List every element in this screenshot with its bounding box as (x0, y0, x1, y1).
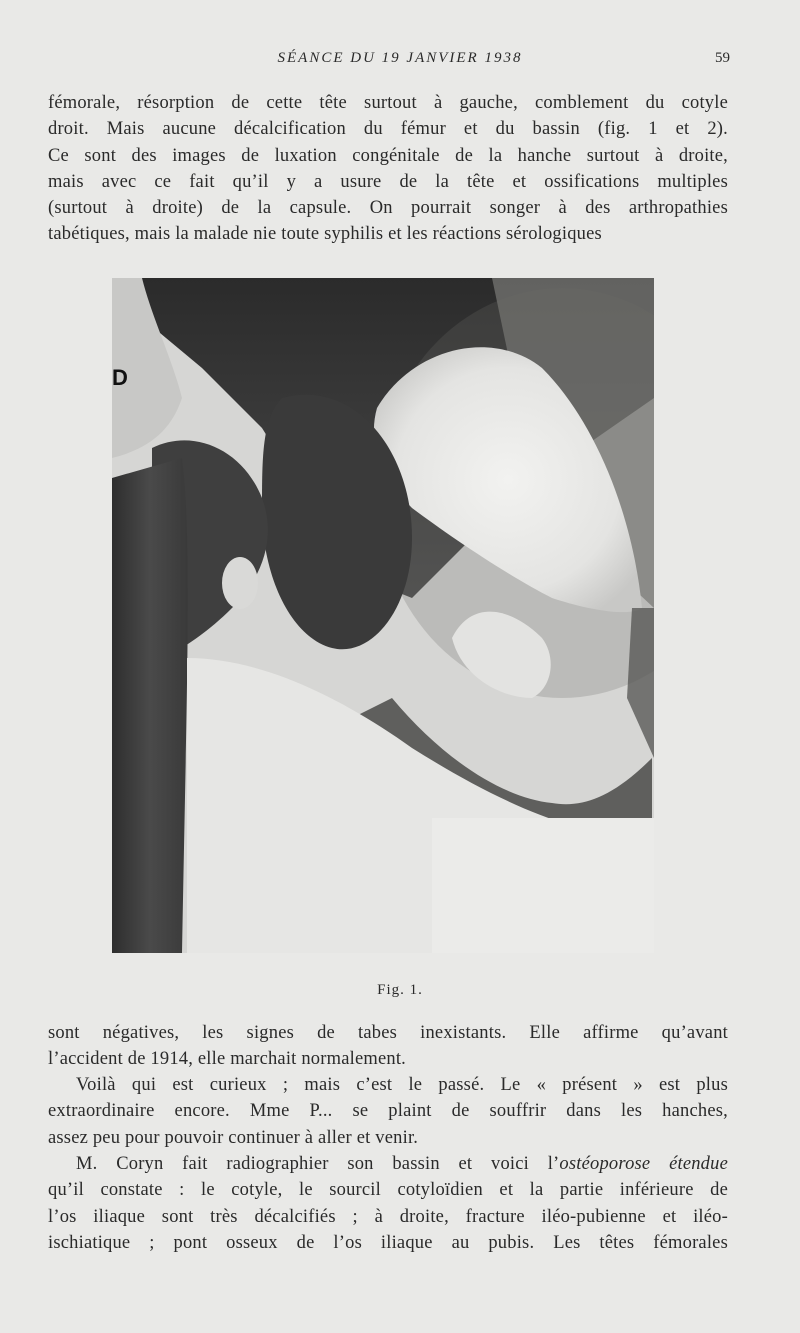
page-header (0, 48, 800, 72)
text-line: droit. Mais aucune décalcification du fémur et du bassin (fig. 1 et 2). (48, 119, 728, 140)
text-line: l’accident de 1914, elle marchait normalement. (48, 1049, 406, 1070)
text-line: (surtout à droite) de la capsule. On pourrait songer à des arthropathies (48, 198, 728, 219)
text-line: extraordinaire encore. Mme P... se plaint de souffrir dans les hanches, (48, 1101, 728, 1122)
radiograph-figure (112, 278, 654, 953)
radiograph-marker: D (112, 365, 128, 390)
text-line: fémorale, résorption de cette tête surtout à gauche, comblement du cotyle (48, 93, 728, 113)
radiograph-image (112, 278, 654, 953)
paragraph-top (48, 90, 728, 248)
text-fragment: M. Coryn fait radiographier son bassin et voici l’ (76, 1154, 560, 1174)
paragraph-bottom-3 (48, 1151, 728, 1256)
text-line: sont négatives, les signes de tabes inexistants. Elle affirme qu’avant (48, 1023, 728, 1043)
italic-term: ostéoporose étendue (559, 1154, 728, 1174)
paragraph-bottom-2 (48, 1072, 728, 1151)
text-line: Voilà qui est curieux ; mais c’est le passé. Le « présent » est plus (76, 1075, 728, 1095)
text-line: mais avec ce fait qu’il y a usure de la tête et ossifications multiples (48, 171, 728, 192)
text-line: l’os iliaque sont très décalcifiés ; à droite, fracture iléo-pubienne et iléo- (48, 1206, 728, 1227)
running-head: SÉANCE DU 19 JANVIER 1938 (277, 50, 523, 66)
text-line (48, 1151, 728, 1177)
page-number: 59 (715, 50, 730, 66)
text-line: ischiatique ; pont osseux de l’os iliaque au pubis. Les têtes fémorales (48, 1232, 728, 1253)
text-line: tabétiques, mais la malade nie toute syphilis et les réactions sérologiques (48, 224, 602, 245)
paragraph-bottom-1 (48, 1020, 728, 1073)
text-line: Ce sont des images de luxation congénitale de la hanche surtout à droite, (48, 145, 728, 166)
figure-caption: Fig. 1. (377, 982, 423, 998)
text-line: assez peu pour pouvoir continuer à aller et venir. (48, 1127, 419, 1148)
text-line: qu’il constate : le cotyle, le sourcil cotyloïdien et la partie inférieure de (48, 1180, 728, 1201)
